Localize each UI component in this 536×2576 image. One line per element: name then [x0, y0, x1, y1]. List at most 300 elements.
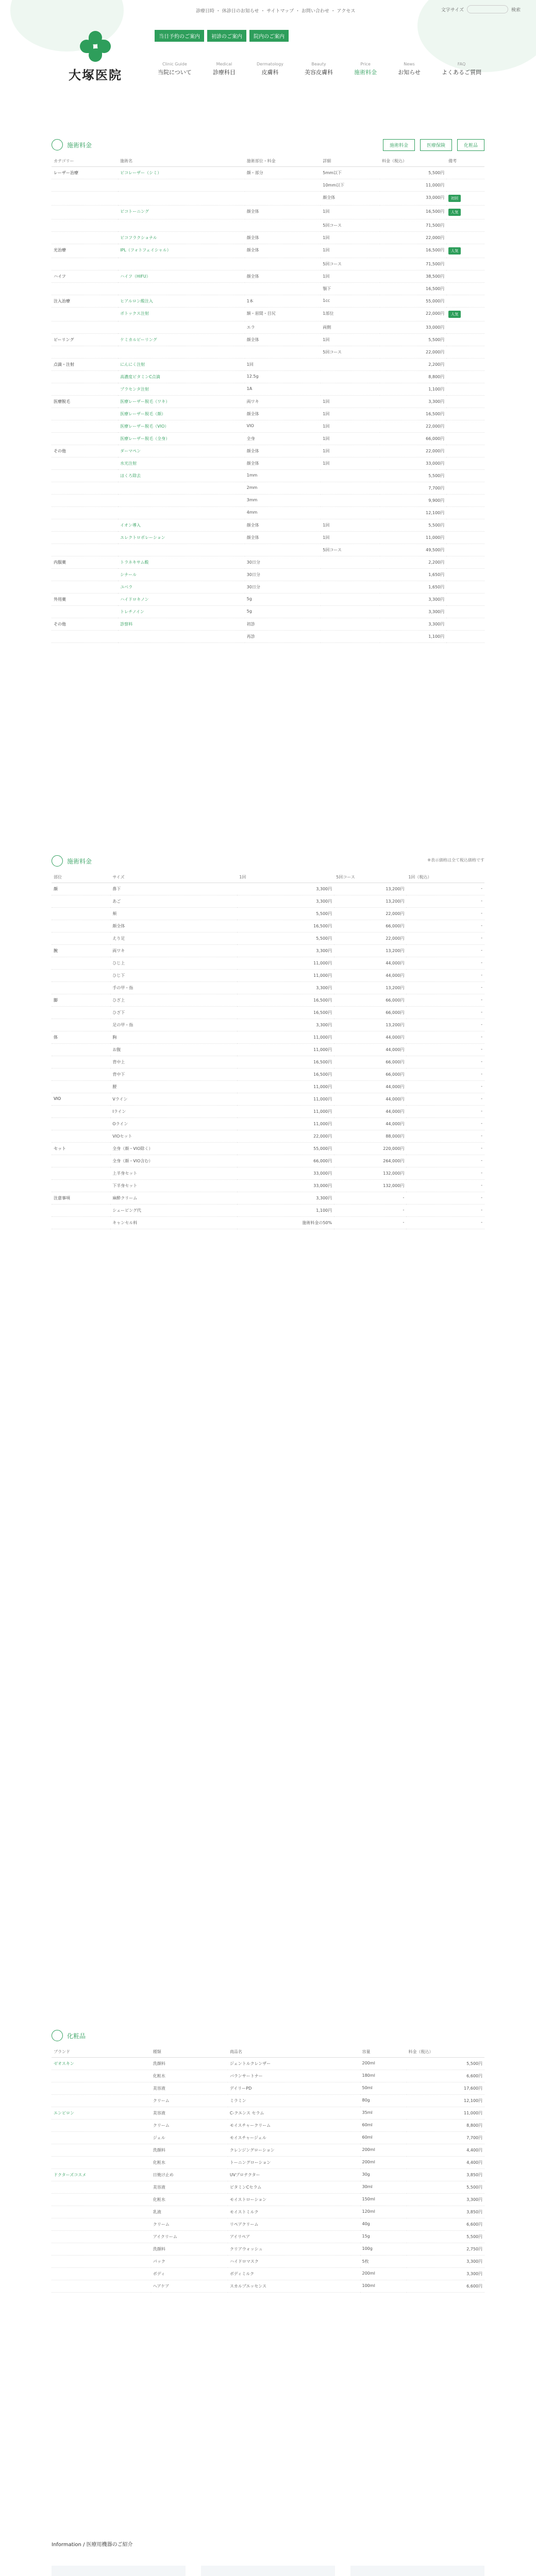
nav-item-en: Clinic Guide	[162, 62, 187, 66]
row-brand[interactable]: ゼオスキン	[52, 2058, 151, 2070]
row-category	[52, 321, 118, 334]
row-name[interactable]	[118, 482, 245, 495]
row-badge-cell	[446, 408, 484, 420]
row-price: 9,900円	[380, 495, 446, 507]
table-row	[52, 1217, 484, 1229]
row-brand[interactable]	[52, 2157, 151, 2169]
status-badge: 人気	[448, 247, 461, 255]
row-price: 16,500円	[380, 244, 446, 258]
row-size: 30g	[360, 2169, 407, 2181]
table-row	[52, 482, 484, 495]
row-brand[interactable]: エンビロン	[52, 2107, 151, 2120]
row-brand[interactable]	[52, 2194, 151, 2206]
row-category	[52, 482, 118, 495]
table-row	[52, 933, 484, 945]
row-price-single: 3,300円	[237, 895, 334, 908]
row-name[interactable]: ピコレーザー（シミ）	[118, 167, 245, 179]
row-category	[52, 532, 118, 544]
search-label[interactable]: 検索	[511, 7, 521, 13]
row-category	[52, 1155, 110, 1167]
header-link[interactable]: 当日予約のご案内	[155, 30, 204, 42]
row-name: 全身（顔・VIO含む）	[110, 1155, 237, 1167]
nav-item-en: Beauty	[311, 62, 326, 66]
row-price-extra: -	[406, 1192, 484, 1205]
row-price: 1,100円	[380, 383, 446, 396]
row-name[interactable]: 医療レーザー脱毛（ワキ）	[118, 396, 245, 408]
row-name[interactable]: ハイドロキノン	[118, 594, 245, 606]
row-badge-cell	[446, 192, 484, 206]
header-link[interactable]: 院内のご案内	[249, 30, 289, 42]
row-price-single: 16,500円	[237, 920, 334, 933]
table-row	[52, 606, 484, 618]
column-header: 種類	[151, 2046, 228, 2058]
table-row	[52, 2206, 484, 2218]
table-row	[52, 1019, 484, 1031]
row-name[interactable]	[118, 346, 245, 359]
column-header: 1回（税込）	[406, 872, 484, 883]
logo[interactable]	[67, 31, 124, 83]
row-part: 1回	[245, 359, 321, 371]
row-part: 顔全体	[245, 206, 321, 219]
row-price: 3,300円	[407, 2194, 484, 2206]
row-name[interactable]: プラセンタ注射	[118, 383, 245, 396]
row-category	[52, 1180, 110, 1192]
row-name: ひざ下	[110, 1007, 237, 1019]
row-price-course: 66,000円	[334, 994, 406, 1007]
row-price: 5,500円	[407, 2231, 484, 2243]
row-price-extra: -	[406, 1106, 484, 1118]
row-name[interactable]	[118, 179, 245, 192]
table-row	[52, 1192, 484, 1205]
row-price-single: 11,000円	[237, 1118, 334, 1130]
row-name[interactable]: エレクトロポレーション	[118, 532, 245, 544]
filter-tab[interactable]: 医療保険	[420, 139, 452, 151]
row-badge-cell	[446, 507, 484, 519]
row-price: 33,000円	[380, 457, 446, 470]
row-detail: 顔全体	[321, 192, 380, 206]
row-price-course: 44,000円	[334, 1093, 406, 1106]
row-name[interactable]: ダーマペン	[118, 445, 245, 457]
info-card[interactable]	[350, 2561, 484, 2576]
column-header: サイズ	[110, 872, 237, 883]
table-row	[52, 2181, 484, 2194]
row-brand[interactable]	[52, 2243, 151, 2256]
row-price-single: 16,500円	[237, 994, 334, 1007]
row-detail: 1回	[321, 420, 380, 433]
row-category	[52, 544, 118, 556]
row-price: 22,000円	[380, 308, 446, 321]
column-header: ブランド	[52, 2046, 151, 2058]
row-part: 顔全体	[245, 519, 321, 532]
row-price: 3,300円	[407, 2256, 484, 2268]
row-price-single: 1,100円	[237, 1205, 334, 1217]
row-name[interactable]	[118, 258, 245, 270]
table-row	[52, 244, 484, 258]
nav-item[interactable]	[351, 62, 380, 76]
row-price-course: 44,000円	[334, 1031, 406, 1044]
row-category	[52, 606, 118, 618]
row-name: 麻酔クリーム	[110, 1192, 237, 1205]
row-price: 2,200円	[380, 556, 446, 569]
row-category: 腕	[52, 945, 110, 957]
row-price: 8,800円	[407, 2120, 484, 2132]
section-icon	[52, 855, 63, 867]
cosmetics-section	[52, 2030, 484, 2293]
table-row	[52, 495, 484, 507]
row-price-course: 66,000円	[334, 1069, 406, 1081]
row-name: 手の甲・指	[110, 982, 237, 994]
section-icon	[52, 2030, 63, 2041]
row-detail	[321, 470, 380, 482]
row-category: 体	[52, 1031, 110, 1044]
row-badge-cell	[446, 308, 484, 321]
row-name[interactable]: ピコフラクショナル	[118, 232, 245, 244]
filter-tabs	[383, 139, 484, 151]
row-price-single: 11,000円	[237, 1106, 334, 1118]
row-category	[52, 982, 110, 994]
row-product: アイリペア	[228, 2231, 360, 2243]
row-part: 顔全体	[245, 232, 321, 244]
row-name[interactable]: にんにく注射	[118, 359, 245, 371]
row-part: 顔全体	[245, 408, 321, 420]
row-price: 1,650円	[380, 569, 446, 581]
row-detail	[321, 383, 380, 396]
row-name[interactable]: 医療レーザー脱毛（VIO）	[118, 420, 245, 433]
row-name[interactable]: ハイフ（HIFU）	[118, 270, 245, 283]
row-part: 額・眉間・目尻	[245, 308, 321, 321]
row-badge-cell	[446, 569, 484, 581]
row-type: ヘアケア	[151, 2280, 228, 2293]
row-price-extra: -	[406, 1205, 484, 1217]
search-input[interactable]	[467, 5, 508, 13]
size-label: 文字サイズ	[441, 7, 464, 13]
row-name[interactable]: ピコトーニング	[118, 206, 245, 219]
row-type: クリーム	[151, 2218, 228, 2231]
row-brand[interactable]	[52, 2256, 151, 2268]
row-category	[52, 495, 118, 507]
row-product: ハイドロマスク	[228, 2256, 360, 2268]
row-brand[interactable]: ドクターズコスメ	[52, 2169, 151, 2181]
row-name[interactable]	[118, 495, 245, 507]
row-name: 顔全体	[110, 920, 237, 933]
row-name[interactable]: トラネキサム酸	[118, 556, 245, 569]
row-name[interactable]: 水光注射	[118, 457, 245, 470]
row-product: デイリーPD	[228, 2082, 360, 2095]
row-price-single: 33,000円	[237, 1167, 334, 1180]
row-name[interactable]	[118, 507, 245, 519]
row-part: 顔全体	[245, 457, 321, 470]
row-name[interactable]	[118, 192, 245, 206]
nav-item-en: News	[404, 62, 415, 66]
status-badge: 初回	[448, 195, 461, 202]
row-price-single: 3,300円	[237, 883, 334, 895]
row-detail: 1回	[321, 270, 380, 283]
row-price-single: 3,300円	[237, 945, 334, 957]
row-brand[interactable]	[52, 2181, 151, 2194]
top-note[interactable]: 診療日時 ・ 休診日のお知らせ ・ サイトマップ ・ お問い合わせ ・ アクセス	[196, 9, 356, 14]
row-category	[52, 1106, 110, 1118]
row-name: あご	[110, 895, 237, 908]
row-category: 医療脱毛	[52, 396, 118, 408]
table-row	[52, 1056, 484, 1069]
table-row	[52, 2095, 484, 2107]
table-row	[52, 1106, 484, 1118]
row-name: 上半身セット	[110, 1167, 237, 1180]
row-category	[52, 420, 118, 433]
row-category	[52, 1069, 110, 1081]
row-name[interactable]	[118, 544, 245, 556]
row-brand[interactable]	[52, 2095, 151, 2107]
row-name[interactable]	[118, 321, 245, 334]
column-header: 部位	[52, 872, 110, 883]
row-price: 3,300円	[407, 2268, 484, 2280]
table-row	[52, 957, 484, 970]
row-name: Oライン	[110, 1118, 237, 1130]
row-price-course: 66,000円	[334, 1007, 406, 1019]
table-row	[52, 371, 484, 383]
row-brand[interactable]	[52, 2268, 151, 2280]
row-detail: 1回	[321, 232, 380, 244]
row-category: 顔	[52, 883, 110, 895]
row-detail: 1cc	[321, 295, 380, 308]
row-price-single: 22,000円	[237, 1130, 334, 1143]
row-name: ひざ上	[110, 994, 237, 1007]
table-row	[52, 908, 484, 920]
info-image	[201, 2566, 335, 2576]
row-name[interactable]: IPL（フォトフェイシャル）	[118, 244, 245, 258]
row-part: 5g	[245, 594, 321, 606]
row-detail	[321, 581, 380, 594]
row-badge-cell	[446, 219, 484, 232]
table-row	[52, 359, 484, 371]
row-detail	[321, 482, 380, 495]
row-badge-cell	[446, 457, 484, 470]
row-name[interactable]: ボトックス注射	[118, 308, 245, 321]
row-name[interactable]	[118, 631, 245, 643]
row-size: 40g	[360, 2218, 407, 2231]
row-category	[52, 408, 118, 420]
column-header: 1回	[237, 872, 334, 883]
row-detail: 1回	[321, 457, 380, 470]
row-type: 化粧水	[151, 2157, 228, 2169]
row-category	[52, 308, 118, 321]
nav-item[interactable]	[439, 62, 484, 76]
row-name[interactable]	[118, 283, 245, 295]
nav-item[interactable]	[395, 62, 424, 76]
row-part: 顔全体	[245, 270, 321, 283]
row-name[interactable]: ヒアルロン酸注入	[118, 295, 245, 308]
row-part: 12.5g	[245, 371, 321, 383]
row-badge-cell	[446, 167, 484, 179]
table-row	[52, 167, 484, 179]
row-price: 3,300円	[380, 606, 446, 618]
row-price-extra: -	[406, 1019, 484, 1031]
row-name[interactable]	[118, 219, 245, 232]
row-category: ハイフ	[52, 270, 118, 283]
row-part	[245, 179, 321, 192]
row-type: 化粧水	[151, 2070, 228, 2082]
row-size: 120ml	[360, 2206, 407, 2218]
table-row	[52, 346, 484, 359]
row-name[interactable]: 医療レーザー脱毛（顔）	[118, 408, 245, 420]
status-badge: 人気	[448, 209, 461, 216]
row-name[interactable]: シナール	[118, 569, 245, 581]
row-product: ボディミルク	[228, 2268, 360, 2280]
row-price-extra: -	[406, 895, 484, 908]
table-row	[52, 1081, 484, 1093]
table-row	[52, 321, 484, 334]
row-detail	[321, 631, 380, 643]
info-image	[52, 2566, 186, 2576]
row-price-extra: -	[406, 1044, 484, 1056]
section-icon	[52, 139, 63, 150]
row-category	[52, 283, 118, 295]
table-row	[52, 507, 484, 519]
row-brand[interactable]	[52, 2120, 151, 2132]
row-category: その他	[52, 618, 118, 631]
info-card[interactable]	[52, 2561, 186, 2576]
row-name[interactable]: イオン導入	[118, 519, 245, 532]
row-size: 30ml	[360, 2181, 407, 2194]
row-part: 1A	[245, 383, 321, 396]
row-price: 3,850円	[407, 2169, 484, 2181]
filter-tab[interactable]: 化粧品	[457, 139, 484, 151]
row-type: 乳液	[151, 2206, 228, 2218]
nav-item[interactable]	[254, 62, 287, 76]
row-part: 両ワキ	[245, 396, 321, 408]
row-detail: 1回	[321, 433, 380, 445]
row-brand[interactable]	[52, 2280, 151, 2293]
top-bar	[0, 0, 536, 21]
row-badge-cell	[446, 519, 484, 532]
row-price-course: -	[334, 1192, 406, 1205]
table-row	[52, 970, 484, 982]
row-brand[interactable]	[52, 2144, 151, 2157]
row-category: レーザー治療	[52, 167, 118, 179]
row-brand[interactable]	[52, 2082, 151, 2095]
row-name[interactable]: 診察料	[118, 618, 245, 631]
row-type: パック	[151, 2256, 228, 2268]
row-price: 2,750円	[407, 2243, 484, 2256]
row-size: 60ml	[360, 2132, 407, 2144]
row-badge-cell	[446, 420, 484, 433]
row-category	[52, 1118, 110, 1130]
row-price: 1,100円	[380, 631, 446, 643]
row-name[interactable]: トレチノイン	[118, 606, 245, 618]
row-brand[interactable]	[52, 2070, 151, 2082]
row-product: クリアウォッシュ	[228, 2243, 360, 2256]
row-name: キャンセル料	[110, 1217, 237, 1229]
row-category: ピーリング	[52, 334, 118, 346]
row-name: 両ワキ	[110, 945, 237, 957]
row-type: 化粧水	[151, 2194, 228, 2206]
row-name[interactable]: ほくろ除去	[118, 470, 245, 482]
row-price: 3,850円	[407, 2206, 484, 2218]
info-card[interactable]	[201, 2561, 335, 2576]
row-category	[52, 371, 118, 383]
row-size: 200ml	[360, 2157, 407, 2169]
row-name[interactable]: 高濃度ビタミンC点滴	[118, 371, 245, 383]
table-row	[52, 295, 484, 308]
info-title: Information / 医療用機器のご紹介	[52, 2542, 133, 2548]
row-brand[interactable]	[52, 2218, 151, 2231]
nav-item-label: よくあるご質問	[442, 69, 481, 76]
row-brand[interactable]	[52, 2231, 151, 2243]
table-row	[52, 2070, 484, 2082]
row-price: 5,500円	[380, 470, 446, 482]
row-badge-cell	[446, 295, 484, 308]
row-price-extra: -	[406, 1180, 484, 1192]
nav-item[interactable]	[155, 62, 195, 76]
row-part	[245, 258, 321, 270]
section-title: 施術料金	[52, 139, 484, 150]
row-price: 11,000円	[380, 532, 446, 544]
row-part: 顔全体	[245, 334, 321, 346]
row-price-course: 13,200円	[334, 945, 406, 957]
row-name[interactable]: ユベラ	[118, 581, 245, 594]
table-row	[52, 2107, 484, 2120]
row-category	[52, 631, 118, 643]
row-price: 16,500円	[380, 206, 446, 219]
nav-item[interactable]	[210, 62, 239, 76]
row-category	[52, 1044, 110, 1056]
table-row	[52, 192, 484, 206]
row-category: 光治療	[52, 244, 118, 258]
row-price-extra: -	[406, 933, 484, 945]
row-brand[interactable]	[52, 2206, 151, 2218]
row-price: 22,000円	[380, 420, 446, 433]
row-brand[interactable]	[52, 2132, 151, 2144]
nav-item-label: 施術料金	[354, 69, 377, 76]
table-row	[52, 270, 484, 283]
column-header: 料金（税込）	[407, 2046, 484, 2058]
row-price-course: 22,000円	[334, 908, 406, 920]
nav-item-label: 当院について	[158, 69, 192, 76]
row-name[interactable]: ケミカルピーリング	[118, 334, 245, 346]
row-product: C-クエンス セラム	[228, 2107, 360, 2120]
row-name: 下半身セット	[110, 1180, 237, 1192]
row-category	[52, 1205, 110, 1217]
header-link[interactable]: 初診のご案内	[207, 30, 246, 42]
table-row	[52, 1007, 484, 1019]
row-detail	[321, 556, 380, 569]
price-table	[52, 872, 484, 1229]
column-header: 詳細	[321, 156, 380, 167]
row-price: 6,600円	[407, 2280, 484, 2293]
table-row	[52, 408, 484, 420]
nav-item[interactable]	[301, 62, 336, 76]
row-product: リペアクリーム	[228, 2218, 360, 2231]
row-part: 初診	[245, 618, 321, 631]
row-detail	[321, 594, 380, 606]
row-price-extra: -	[406, 1007, 484, 1019]
table-row	[52, 258, 484, 270]
filter-tab[interactable]: 施術料金	[383, 139, 415, 151]
row-name[interactable]: 医療レーザー脱毛（全身）	[118, 433, 245, 445]
table-row	[52, 1118, 484, 1130]
row-price-extra: -	[406, 883, 484, 895]
row-price: 66,000円	[380, 433, 446, 445]
row-price: 16,500円	[380, 283, 446, 295]
row-size: 200ml	[360, 2058, 407, 2070]
row-price-single: 16,500円	[237, 1007, 334, 1019]
search-area	[441, 5, 521, 13]
row-product: モイストミルク	[228, 2206, 360, 2218]
row-name: ひじ上	[110, 957, 237, 970]
row-price: 38,500円	[380, 270, 446, 283]
row-badge-cell	[446, 433, 484, 445]
row-price-extra: -	[406, 945, 484, 957]
